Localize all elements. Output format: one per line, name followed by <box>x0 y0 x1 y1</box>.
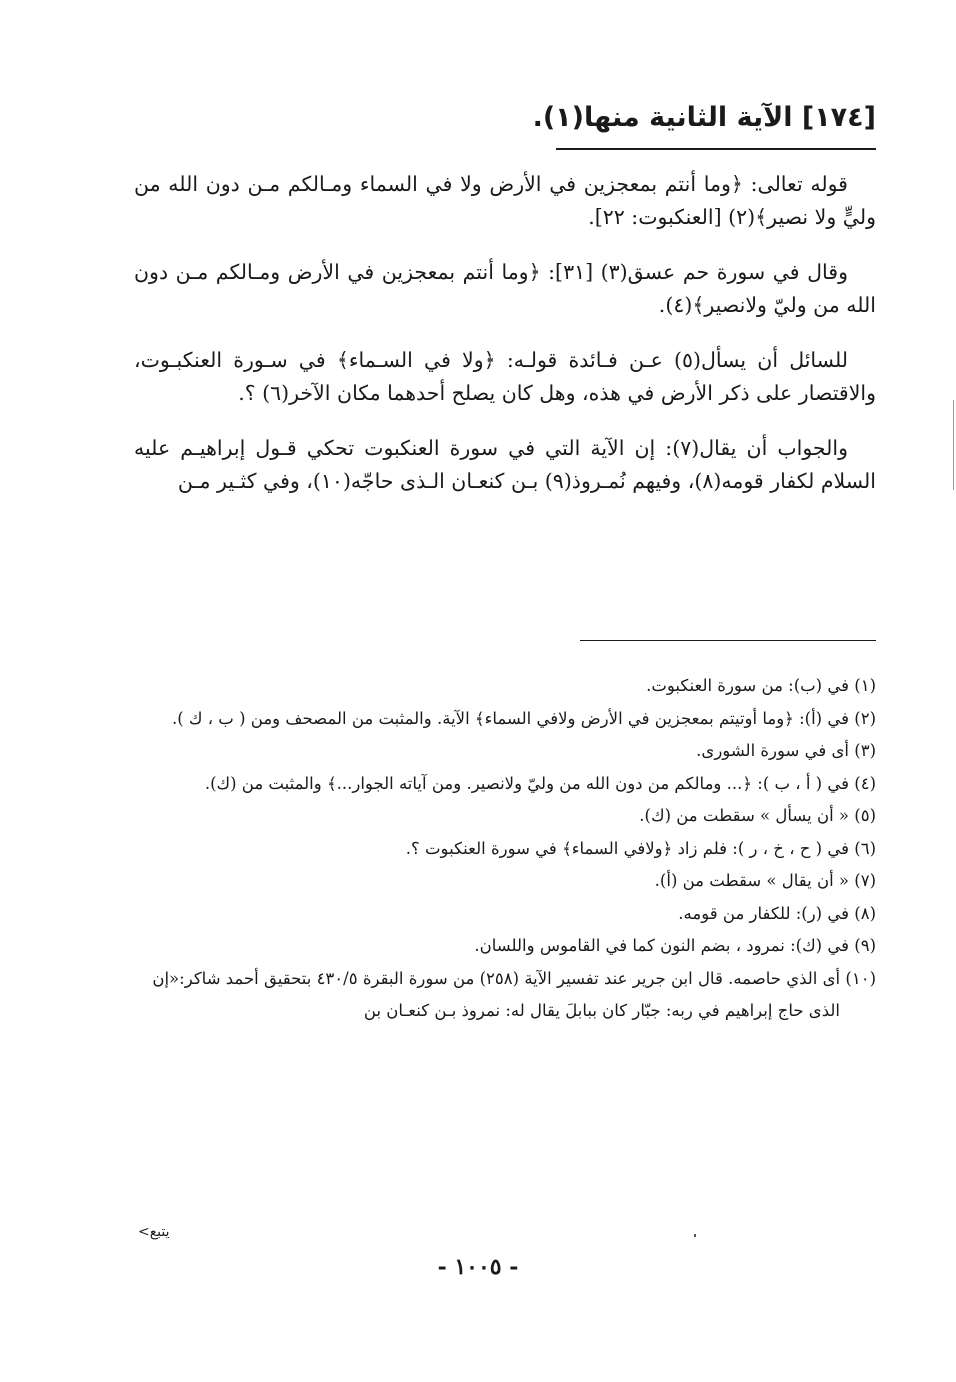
footnote: (٢) في (أ): ﴿وما أوتيتم بمعجزين في الأرض ولافي السماء﴾ الآية. والمثبت من المصحف ومن ( ب ، ك ). <box>171 708 876 728</box>
footnotes <box>134 670 876 1028</box>
paragraph: قوله تعالى: ﴿وما أنتم بمعجزين في الأرض ولا في السماء ومـالكم مـن دون الله من وليٍّ ولا نصير﴾(٢) [العنكبوت: ٢٢]. <box>134 172 876 229</box>
heading-underline <box>556 148 876 150</box>
continued-marker <box>138 1224 170 1240</box>
footnote: (٧) « أن يقال » سقطت من (أ). <box>654 871 876 890</box>
page-number: - ١٠٠٥ - <box>437 1254 519 1280</box>
footnote: (٣) أى في سورة الشورى. <box>696 741 876 760</box>
paragraph: والجواب أن يقال(٧): إن الآية التي في سورة العنكبوت تحكي قـول إبراهيـم عليه السلام لكفار قومه(٨)، وفيهم نُمـروذ(٩) بـن كنعـان الـذى حاجّه(١٠)، وفي كثـير مـن <box>134 436 876 493</box>
continued-arrow-icon: > <box>138 1224 150 1240</box>
footnote: (٦) في ( ح ، خ ، ر ): فلم زاد ﴿ولافي السماء﴾ في سورة العنكبوت ؟. <box>405 838 876 858</box>
section-heading: [١٧٤] الآية الثانية منها(١). <box>532 102 876 133</box>
footnote: (١٠) أى الذي حاصمه. قال ابن جرير عند تفسير الآية (٢٥٨) من سورة البقرة ٤٣٠/٥ بتحقيق أحمد شاكر:«إن الذى حاج إبراهيم في ربه: جبّار كان ببابلَ يقال له: نمروذ بـن كنعـان بن <box>152 968 876 1020</box>
footnote: (٥) « أن يسأل » سقطت من (ك). <box>639 806 876 825</box>
continued-label: يتبع <box>149 1224 170 1240</box>
main-text <box>134 168 876 520</box>
scan-edge-mark <box>953 400 954 490</box>
paragraph: للسائل أن يسأل(٥) عـن فـائدة قولـه: ﴿ولا في السـماء﴾ في سـورة العنكبـوت، والاقتصار على ذكر الأرض في هذه، وهل كان يصلح أحدهما مكان الآخر(٦) ؟. <box>134 348 876 405</box>
scan-speck <box>694 1234 696 1237</box>
footnote-separator <box>580 640 876 641</box>
footnote: (١) في (ب): من سورة العنكبوت. <box>646 676 876 695</box>
paragraph: وقال في سورة حم عسق(٣) [٣١]: ﴿وما أنتم بمعجزين في الأرض ومـالكم مـن دون الله من وليّ ولانصير﴾(٤). <box>134 260 876 317</box>
footnote: (٨) في (ر): للكفار من قومه. <box>678 903 876 923</box>
footnote: (٤) في ( أ ، ب ): ﴿... ومالكم من دون الله من وليّ ولانصير. ومن آياته الجوار...﴾ والمثبت من (ك). <box>204 773 876 793</box>
footnote: (٩) في (ك): نمرود ، بضم النون كما في القاموس واللسان. <box>474 936 876 955</box>
